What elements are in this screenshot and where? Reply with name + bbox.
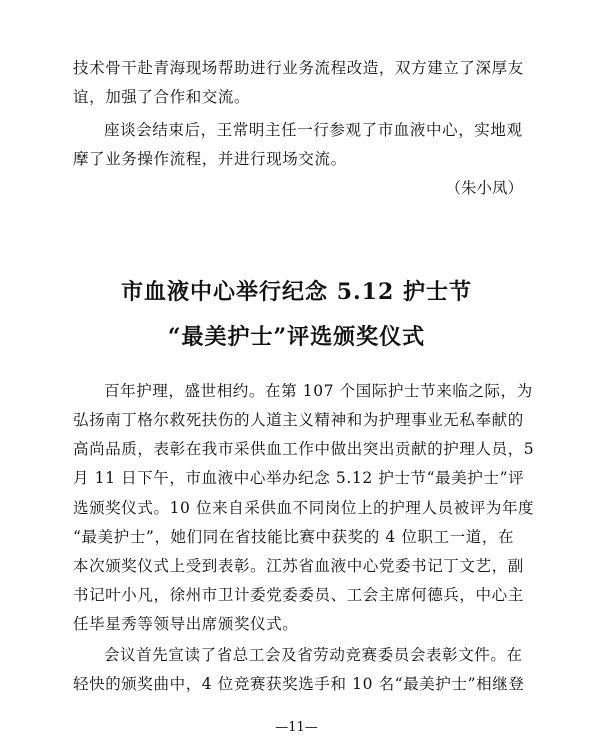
article-paragraph-1-line-8: 书记叶小凡，徐州市卫计委党委委员、工会主席何德兵，中心主 [73,586,524,604]
article-paragraph-1-line-4: 月 11 日下午，市血液中心举办纪念 5.12 护士节“最美护士”评 [73,469,525,487]
article-paragraph-1-line-2: 弘扬南丁格尔救死扶伤的人道主义精神和为护理事业无私奉献的 [73,411,524,429]
top-paragraph-2-line-2: 摩了业务操作流程，并进行现场交流。 [73,150,347,168]
article-title-line-1: 市血液中心举行纪念 5.12 护士节 [121,279,472,305]
article-title-line-2: “最美护士”评选颁奖仪式 [167,324,426,350]
article-paragraph-2-line-1: 会议首先宣读了省总工会及省劳动竞赛委员会表彰文件。在 [104,646,523,664]
article-paragraph-1-line-6: “最美护士”，她们同在省技能比赛中获奖的 4 位职工一道，在 [73,528,515,546]
top-paragraph-1-line-1: 技术骨干赴青海现场帮助进行业务流程改造，双方建立了深厚友 [73,59,524,77]
article-paragraph-1-line-9: 任毕星秀等领导出席颁奖仪式。 [73,615,299,633]
article-paragraph-1-line-1: 百年护理，盛世相约。在第 107 个国际护士节来临之际，为 [104,382,533,400]
article-paragraph-2-line-2: 轻快的颁奖曲中，4 位竞赛获奖选手和 10 名“最美护士”相继登 [73,675,525,693]
article-paragraph-1-line-7: 本次颁奖仪式上受到表彰。江苏省血液中心党委书记丁文艺，副 [73,557,524,575]
page-number: —11— [275,720,318,735]
article-paragraph-1-line-5: 选颁奖仪式。10 位来自采供血不同岗位上的护理人员被评为年度 [73,499,535,517]
top-paragraph-1-line-2: 谊，加强了合作和交流。 [73,88,251,106]
author-signature: （朱小凤） [445,179,523,197]
top-paragraph-2-line-1: 座谈会结束后，王常明主任一行参观了市血液中心，实地观 [104,121,523,139]
article-paragraph-1-line-3: 高尚品质，表彰在我市采供血工作中做出突出贡献的护理人员，5 [73,440,535,458]
